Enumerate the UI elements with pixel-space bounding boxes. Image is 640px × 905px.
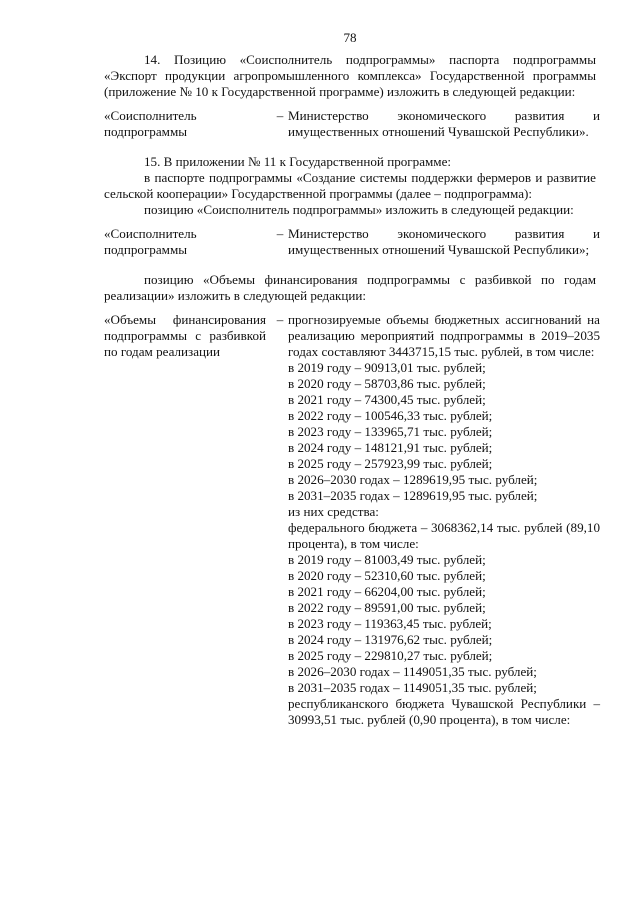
total-year-line: в 2031–2035 годах – 1289619,95 тыс. рублей;: [288, 488, 538, 503]
item15-position2: позицию «Объемы финансирования подпрограммы с разбивкой по годам реализации» изложить в следующей редакции:: [104, 272, 596, 303]
total-year-line: в 2020 году – 58703,86 тыс. рублей;: [288, 376, 486, 391]
federal-year-line: в 2024 году – 131976,62 тыс. рублей;: [288, 632, 493, 647]
federal-year-line: в 2026–2030 годах – 1149051,35 тыс. рублей;: [288, 664, 537, 679]
item14-row-value: Министерство экономического развития и имущественных отношений Чувашской Республики».: [288, 108, 600, 139]
item14-row-dash: –: [276, 108, 284, 123]
financing-value: [288, 312, 600, 728]
federal-year-line: в 2022 году – 89591,00 тыс. рублей;: [288, 600, 486, 615]
federal-year-line: в 2031–2035 годах – 1149051,35 тыс. рублей;: [288, 680, 537, 695]
total-year-line: в 2024 году – 148121,91 тыс. рублей;: [288, 440, 493, 455]
item15-row1: [104, 226, 600, 258]
item15-position1: позицию «Соисполнитель подпрограммы» изложить в следующей редакции:: [144, 202, 574, 217]
republic-budget: республиканского бюджета Чувашской Республики – 30993,51 тыс. рублей (0,90 процента), в том числе:: [288, 696, 600, 727]
federal-year-line: в 2019 году – 81003,49 тыс. рублей;: [288, 552, 486, 567]
total-year-line: в 2021 году – 74300,45 тыс. рублей;: [288, 392, 486, 407]
total-year-line: в 2026–2030 годах – 1289619,95 тыс. рублей;: [288, 472, 538, 487]
item15-row1-value: Министерство экономического развития и имущественных отношений Чувашской Республики»;: [288, 226, 600, 257]
federal-year-line: в 2020 году – 52310,60 тыс. рублей;: [288, 568, 486, 583]
total-year-line: в 2022 году – 100546,33 тыс. рублей;: [288, 408, 493, 423]
federal-year-line: в 2025 году – 229810,27 тыс. рублей;: [288, 648, 493, 663]
federal-year-line: в 2023 году – 119363,45 тыс. рублей;: [288, 616, 492, 631]
document-page: [104, 30, 600, 728]
item14-intro: 14. Позицию «Соисполнитель подпрограммы» паспорта подпрограммы «Экспорт продукции агропромышленного комплекса» Государственной программы (приложение № 10 к Государственной программе) изложить в следующей редакции:: [104, 52, 596, 99]
financing-label: «Объемы финансирования подпрограммы с разбивкой по годам реализации: [104, 312, 266, 359]
item15-passport: в паспорте подпрограммы «Создание системы поддержки фермеров и развитие сельской кооперации» Государственной программы (далее – подпрограмма):: [104, 170, 596, 201]
total-year-line: в 2019 году – 90913,01 тыс. рублей;: [288, 360, 486, 375]
of-which: из них средства:: [288, 504, 379, 519]
federal-year-line: в 2021 году – 66204,00 тыс. рублей;: [288, 584, 486, 599]
total-year-line: в 2023 году – 133965,71 тыс. рублей;: [288, 424, 493, 439]
item14-row-label: «Соисполнитель подпрограммы: [104, 108, 197, 139]
federal-budget: федерального бюджета – 3068362,14 тыс. рублей (89,10 процента), в том числе:: [288, 520, 600, 551]
page-number: 78: [343, 30, 357, 45]
financing-row: [104, 312, 600, 728]
item14-row: [104, 108, 600, 140]
total-year-line: в 2025 году – 257923,99 тыс. рублей;: [288, 456, 493, 471]
financing-dash: –: [276, 312, 284, 327]
financing-total: прогнозируемые объемы бюджетных ассигнований на реализацию мероприятий подпрограммы в 2019–2035 годах составляют 3443715,15 тыс. рублей, в том числе:: [288, 312, 600, 359]
item15-intro: 15. В приложении № 11 к Государственной программе:: [144, 154, 452, 169]
item15-row1-dash: –: [276, 226, 284, 241]
item15-row1-label: «Соисполнитель подпрограммы: [104, 226, 197, 257]
